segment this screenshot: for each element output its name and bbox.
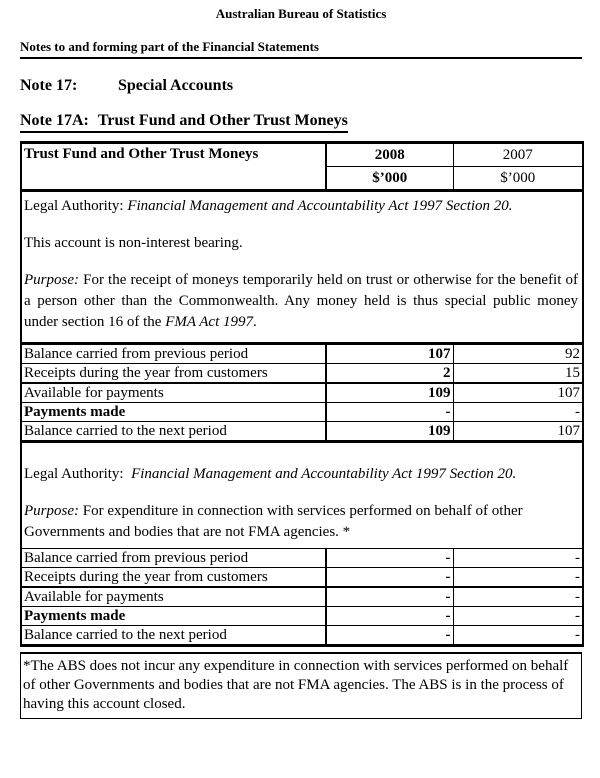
note17a-heading [20, 111, 348, 133]
value-2008: 109 [326, 422, 453, 442]
value-2007: 107 [453, 383, 583, 403]
value-2008: - [326, 607, 453, 626]
section1-text-cell [21, 191, 583, 344]
value-2008: 107 [326, 344, 453, 364]
section2-legal-authority: Legal Authority: Financial Management and Accountability Act 1997 Section 20. [24, 466, 517, 482]
section2-purpose: Purpose: For expenditure in connection with services performed on behalf of other Governments and bodies that are not FMA agencies. * [24, 503, 523, 540]
table-row [21, 587, 583, 607]
note17a-title: Trust Fund and Other Trust Moneys [97, 112, 348, 129]
value-2008: - [326, 587, 453, 607]
table-title-cell: Trust Fund and Other Trust Moneys [21, 143, 326, 191]
value-2007: - [453, 549, 583, 568]
section1-purpose: Purpose: For the receipt of moneys temporarily held on trust or otherwise for the benefit of a person other than the Commonwealth. Any money held is thus special public money under section 16 of the FMA Act 1997. [24, 272, 578, 330]
note17a-label: Note 17A: [20, 112, 89, 129]
value-2008: - [326, 626, 453, 646]
note17-title: Special Accounts [118, 77, 234, 94]
table-header-row [21, 143, 583, 167]
row-label: Balance carried from previous period [21, 344, 326, 364]
doc-subtitle: Notes to and forming part of the Financial Statements [20, 39, 582, 59]
value-2007: - [453, 587, 583, 607]
trust-fund-table [20, 141, 584, 647]
row-label: Balance carried from previous period [21, 549, 326, 568]
section1-text-row [21, 191, 583, 344]
note17-label: Note 17: [20, 77, 78, 94]
table-row [21, 422, 583, 442]
note17a-heading-row [20, 95, 582, 133]
table-row [21, 626, 583, 646]
row-label: Payments made [21, 403, 326, 422]
section1-legal-authority: Legal Authority: Financial Management and Accountability Act 1997 Section 20. [24, 198, 513, 214]
row-label: Available for payments [21, 587, 326, 607]
value-2008: - [326, 549, 453, 568]
value-2008: 109 [326, 383, 453, 403]
table-row [21, 607, 583, 626]
table-row [21, 549, 583, 568]
column-header-2007: 2007 [453, 143, 583, 167]
value-2008: - [326, 403, 453, 422]
unit-header-2008: $’000 [326, 167, 453, 191]
table-row [21, 344, 583, 364]
table-row [21, 383, 583, 403]
table-row [21, 364, 583, 384]
value-2007: - [453, 568, 583, 588]
value-2007: 92 [453, 344, 583, 364]
column-header-2008: 2008 [326, 143, 453, 167]
note17-heading [20, 76, 582, 95]
row-label: Payments made [21, 607, 326, 626]
table-row [21, 403, 583, 422]
value-2007: - [453, 607, 583, 626]
org-title: Australian Bureau of Statistics [215, 6, 387, 21]
row-label: Available for payments [21, 383, 326, 403]
value-2008: - [326, 568, 453, 588]
value-2007: 107 [453, 422, 583, 442]
section2-text-cell [21, 442, 583, 549]
value-2007: - [453, 626, 583, 646]
value-2007: - [453, 403, 583, 422]
row-label: Receipts during the year from customers [21, 364, 326, 384]
row-label: Balance carried to the next period [21, 422, 326, 442]
section1-interest-note: This account is non-interest bearing. [24, 235, 243, 251]
footnote-box [20, 652, 582, 719]
value-2007: 15 [453, 364, 583, 384]
row-label: Balance carried to the next period [21, 626, 326, 646]
value-2008: 2 [326, 364, 453, 384]
section2-text-row [21, 442, 583, 549]
unit-header-2007: $’000 [453, 167, 583, 191]
row-label: Receipts during the year from customers [21, 568, 326, 588]
table-row [21, 568, 583, 588]
footnote-text: *The ABS does not incur any expenditure in connection with services performed on behalf of other Governments and bodies that are not FMA agencies. The ABS is in the process of having this account closed. [23, 658, 569, 712]
